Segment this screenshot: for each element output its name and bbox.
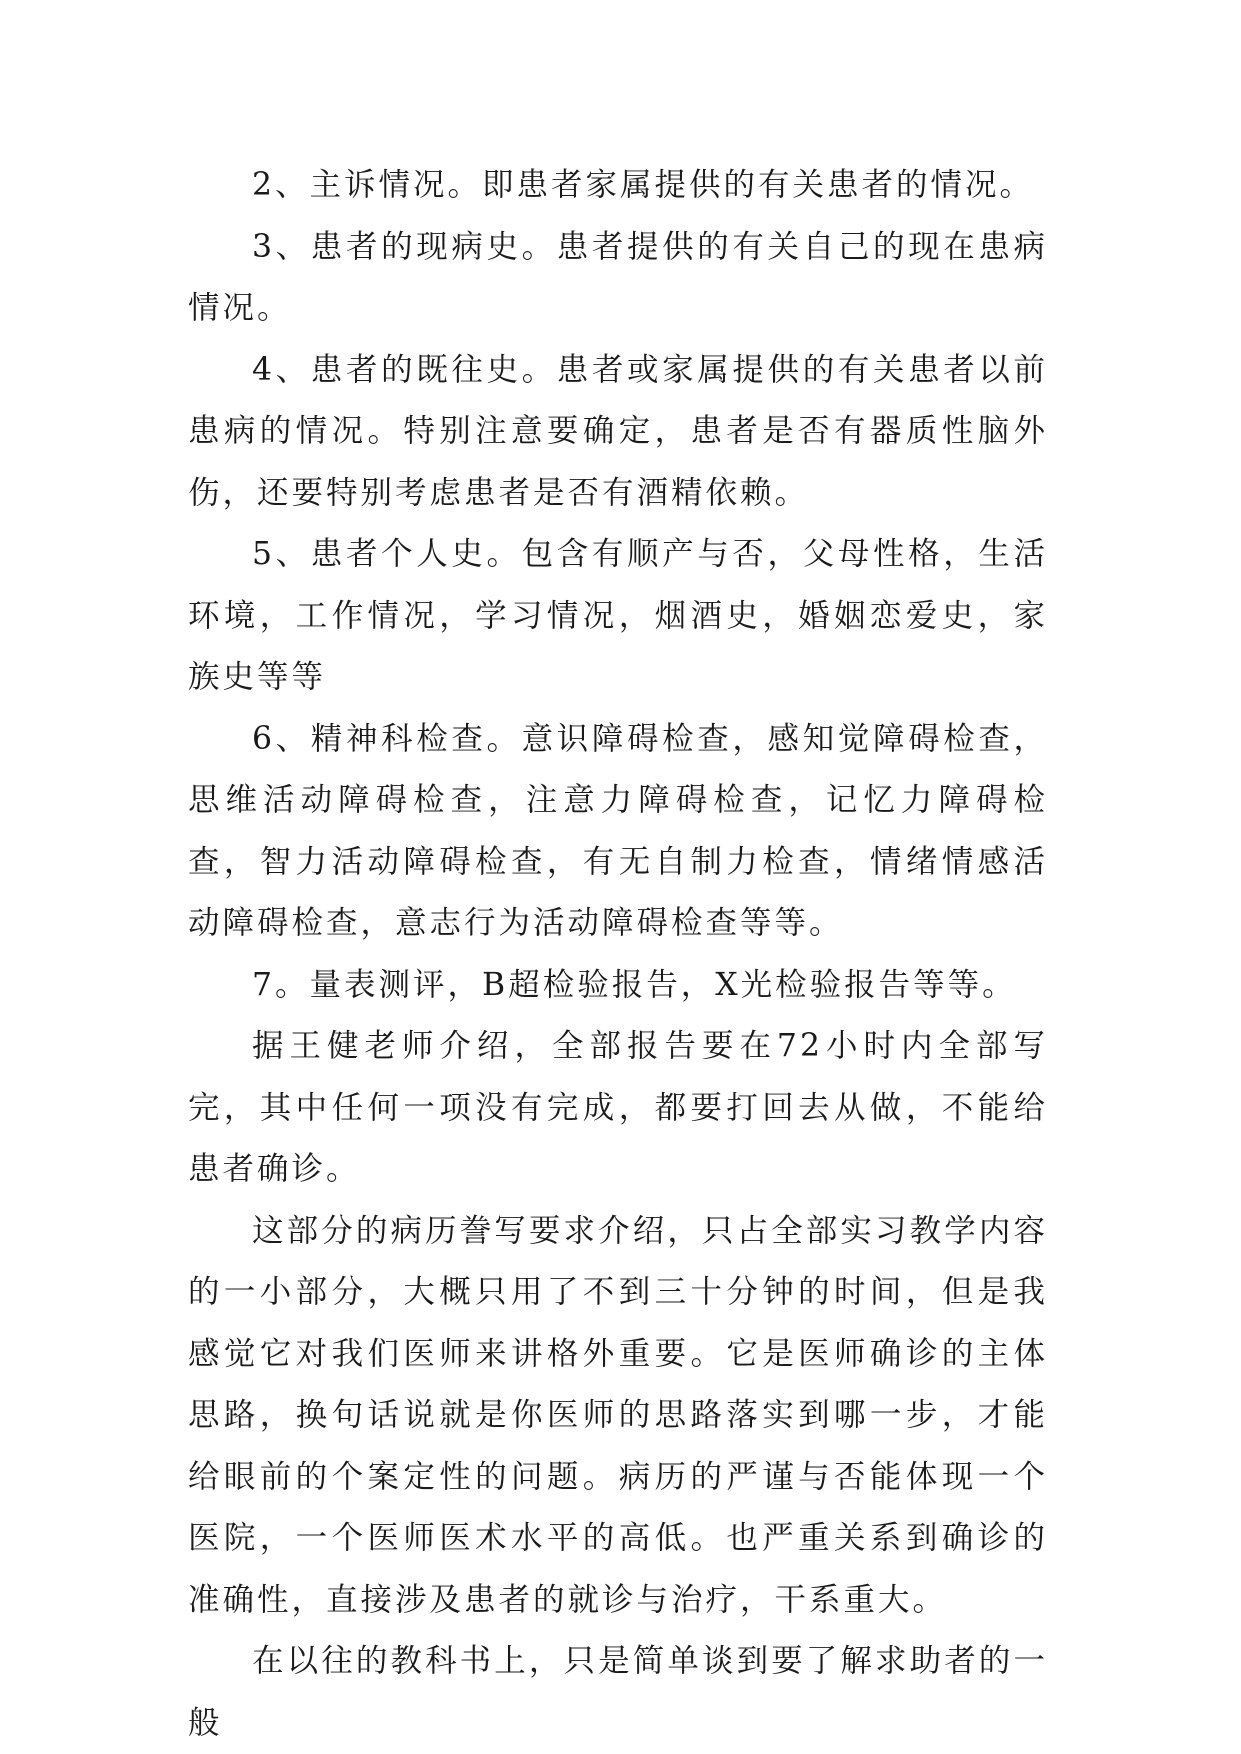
paragraph-present-illness: 3、患者的现病史。患者提供的有关自己的现在患病情况。 (188, 228, 1048, 326)
paragraph-scale-assessment: 7。量表测评，B超检验报告，X光检验报告等等。 (252, 966, 1017, 1003)
paragraph-record-importance: 这部分的病历誊写要求介绍，只占全部实习教学内容的一小部分，大概只用了不到三十分钟的时间，但是我感觉它对我们医师来讲格外重要。它是医师确诊的主体思路，换句话说就是你医师的思路落实到哪一步，才能给眼前的个案定性的问题。病历的严谨与否能体现一个医院，一个医师医术水平的高低。也严重关系到确诊的准确性，直接涉及患者的就诊与治疗，干系重大。 (188, 1212, 1048, 1618)
paragraph-personal-history: 5、患者个人史。包含有顺产与否，父母性格，生活环境，工作情况，学习情况，烟酒史，婚姻恋爱史，家族史等等 (188, 536, 1048, 695)
paragraph-textbook-note: 在以往的教科书上，只是简单谈到要了解求助者的一般 (188, 1643, 1048, 1741)
document-body (188, 155, 1048, 1754)
paragraph-chief-complaint: 2、主诉情况。即患者家属提供的有关患者的情况。 (252, 167, 1035, 203)
paragraph-past-history: 4、患者的既往史。患者或家属提供的有关患者以前患病的情况。特别注意要确定，患者是否有器质性脑外伤，还要特别考虑患者是否有酒精依赖。 (188, 351, 1048, 511)
paragraph-report-deadline: 据王健老师介绍，全部报告要在72小时内全部写完，其中任何一项没有完成，都要打回去从做，不能给患者确诊。 (188, 1028, 1048, 1187)
paragraph-psychiatric-exam: 6、精神科检查。意识障碍检查，感知觉障碍检查，思维活动障碍检查，注意力障碍检查，记忆力障碍检查，智力活动障碍检查，有无自制力检查，情绪情感活动障碍检查，意志行为活动障碍检查等等。 (188, 720, 1048, 941)
